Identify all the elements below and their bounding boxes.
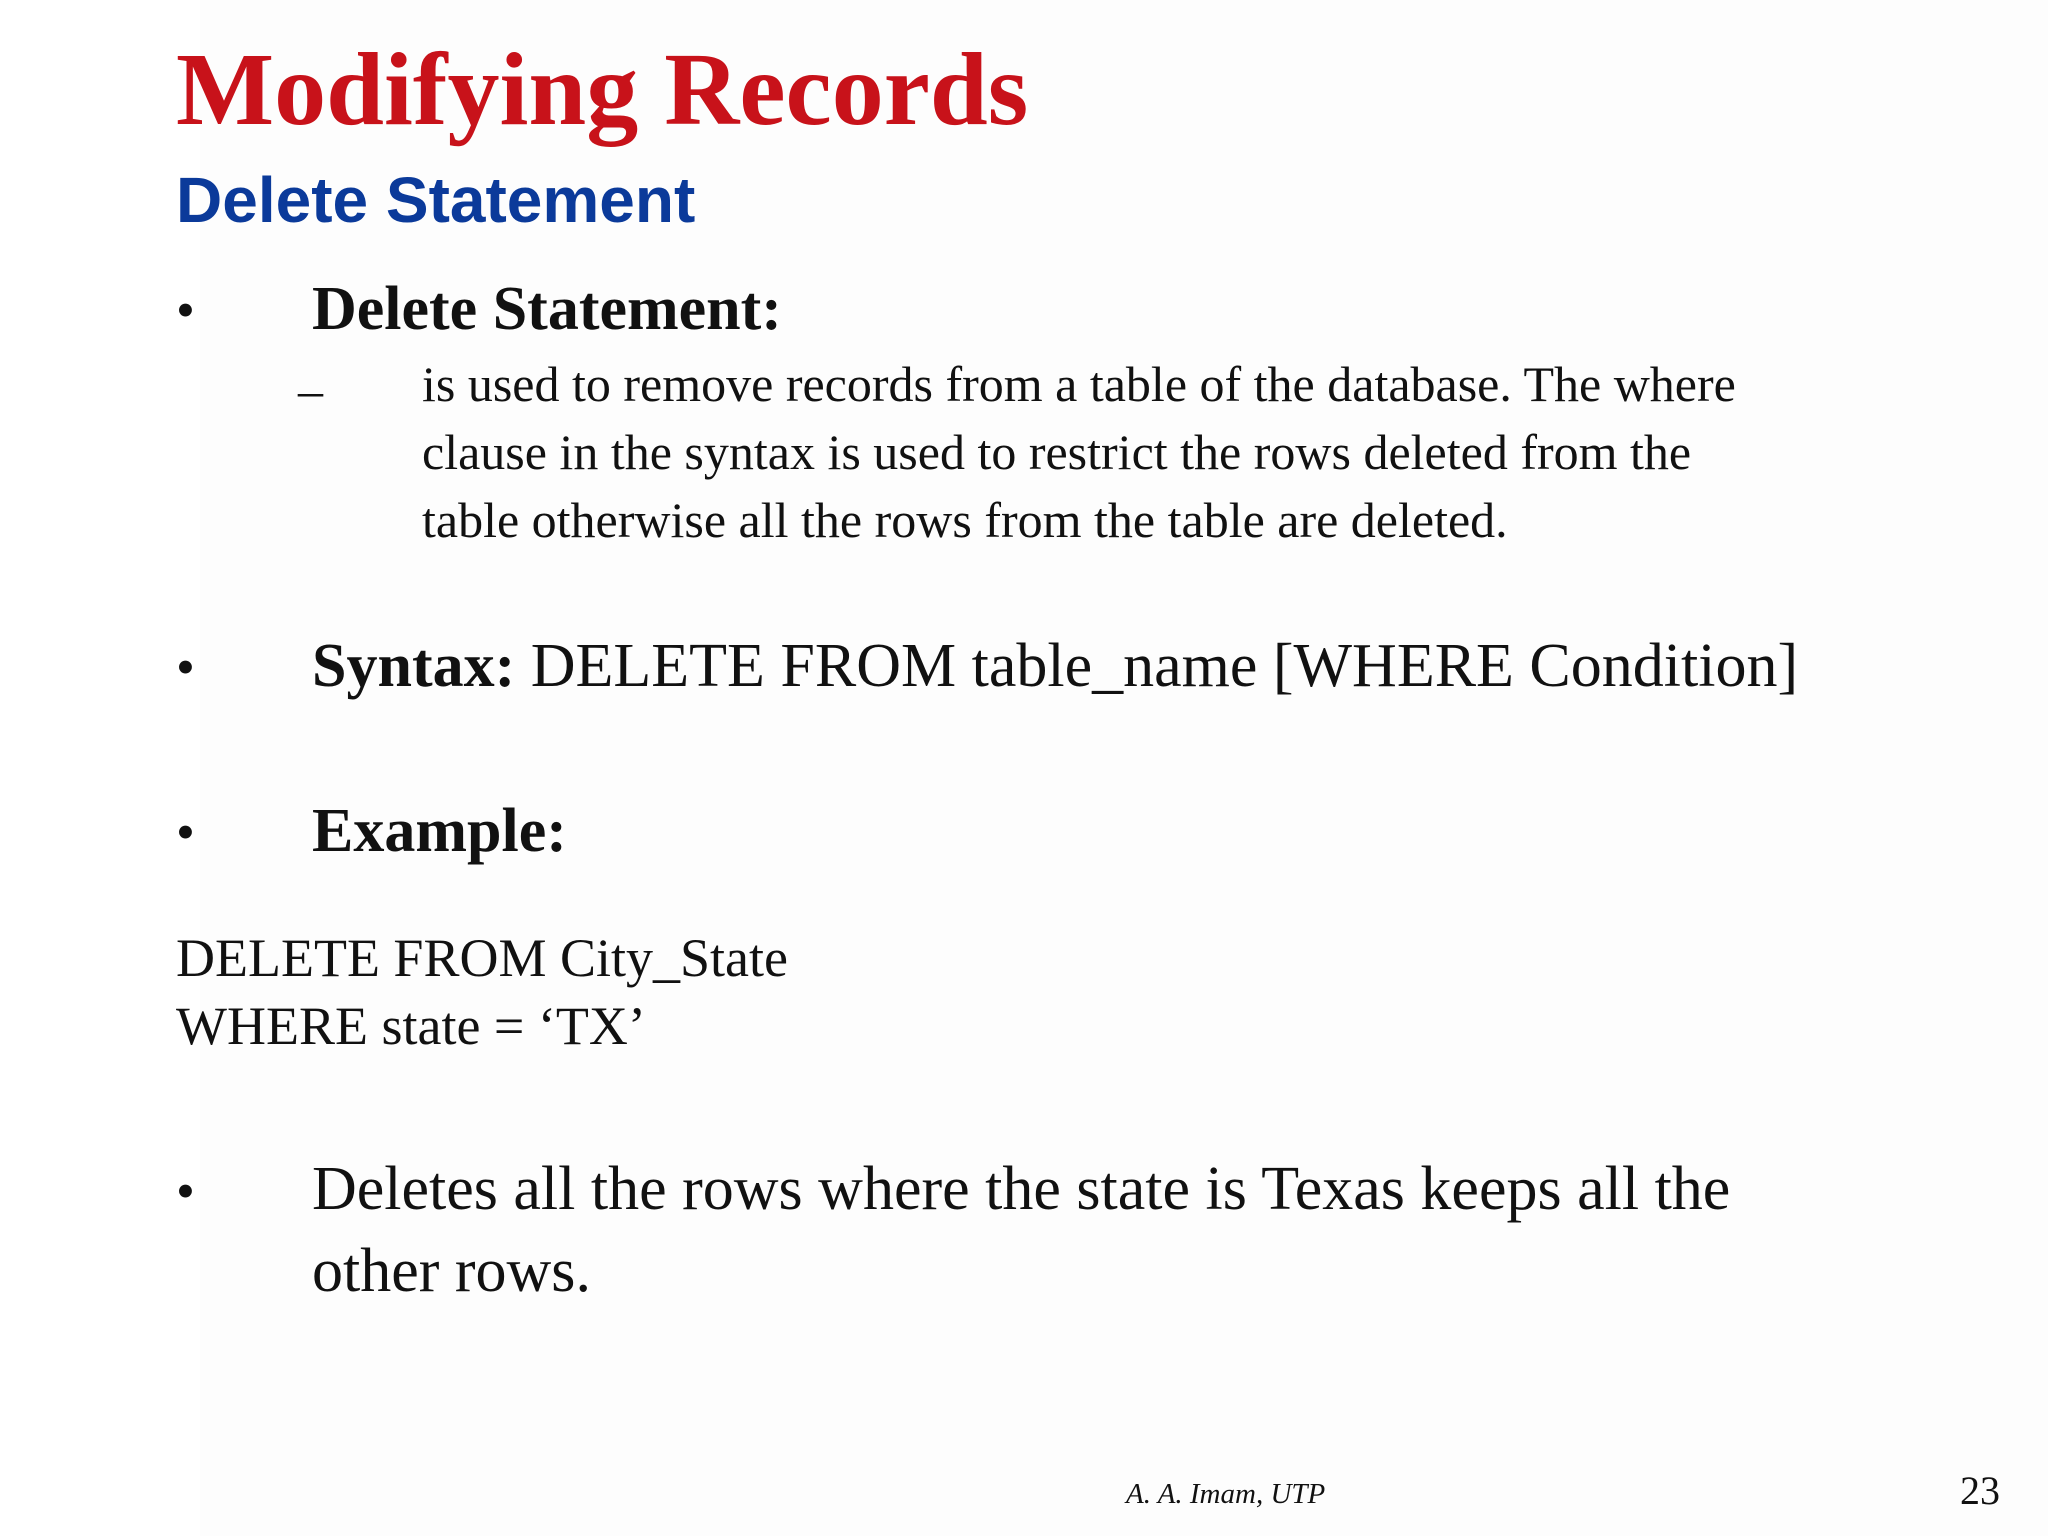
syntax-line — [312, 624, 1798, 708]
bullet-marker: • — [176, 1161, 195, 1221]
slide-title: Modifying Records — [176, 32, 1029, 147]
bullet-marker: • — [176, 637, 195, 697]
syntax-text: DELETE FROM table_name [WHERE Condition] — [515, 632, 1799, 700]
bullet-marker: • — [176, 802, 195, 862]
slide-footer: A. A. Imam, UTP — [1126, 1478, 1326, 1510]
explanation-line: other rows. — [312, 1237, 591, 1305]
explanation-line: Deletes all the rows where the state is Texas keeps all the — [312, 1155, 1731, 1223]
example-heading: Example: — [312, 797, 567, 865]
sql-code-line: WHERE state = ‘TX’ — [176, 996, 646, 1056]
sql-code-line: DELETE FROM City_State — [176, 928, 788, 988]
bullet-marker: • — [176, 280, 195, 340]
syntax-label: Syntax: — [312, 632, 516, 700]
description-line: is used to remove records from a table of the database. The where — [422, 356, 1736, 412]
example-explanation — [312, 1148, 1962, 1312]
delete-statement-heading: Delete Statement: — [312, 275, 782, 343]
page-number: 23 — [1960, 1468, 2000, 1513]
slide-subtitle: Delete Statement — [176, 164, 696, 236]
description-line: clause in the syntax is used to restrict the rows deleted from the — [422, 424, 1692, 480]
delete-statement-description — [422, 350, 1982, 554]
detail-dash: – — [298, 362, 323, 418]
description-line: table otherwise all the rows from the table are deleted. — [422, 492, 1508, 548]
sql-example — [176, 924, 788, 1060]
